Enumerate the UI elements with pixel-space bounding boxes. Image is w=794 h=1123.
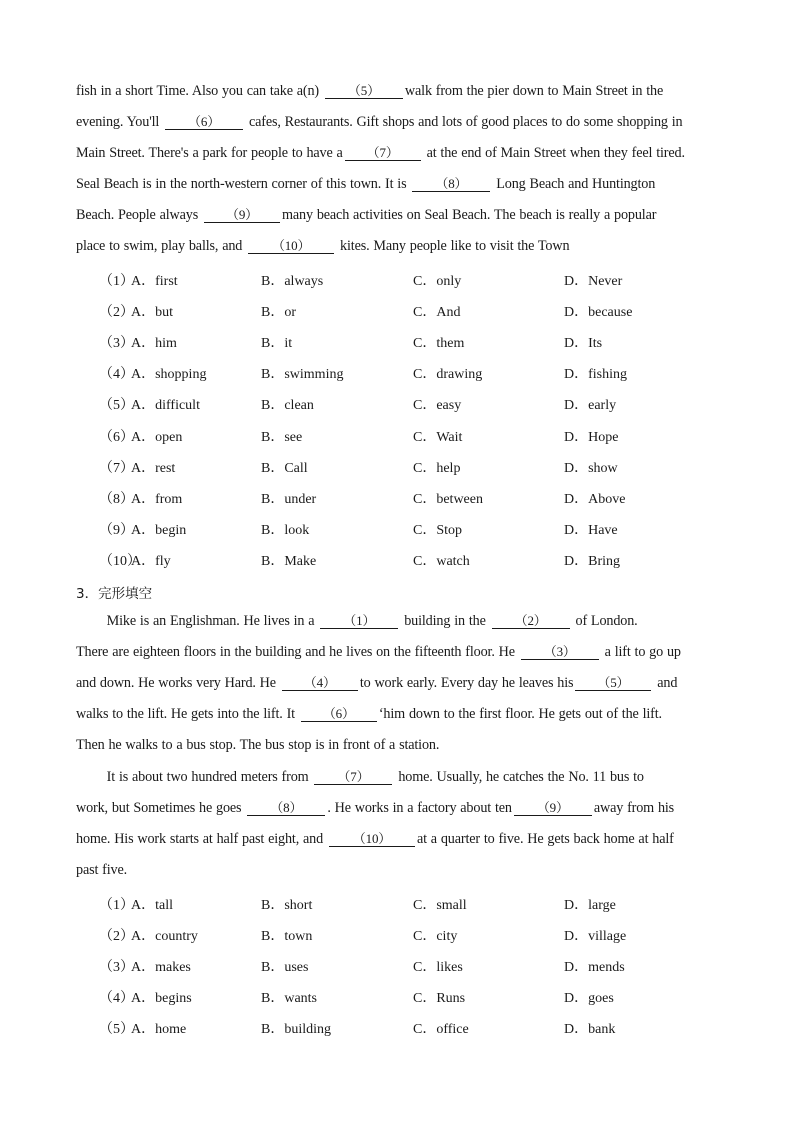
question-number: （10） — [99, 553, 141, 569]
option-b: B．it — [261, 336, 293, 352]
question-number: （1） — [99, 274, 134, 289]
text-segment: and — [653, 675, 678, 691]
text-segment: many beach activities on Seal Beach. The beach is really a popular — [282, 207, 657, 223]
blank-6: （6） — [165, 115, 243, 130]
option-d: D．early — [564, 398, 617, 414]
blank-6: （6） — [301, 707, 377, 722]
text-segment: fish in a short Time. Also you can take a(n) — [76, 83, 323, 99]
option-row — [0, 488, 794, 508]
option-row — [0, 550, 794, 570]
text-segment: a lift to go up — [600, 644, 681, 660]
option-b: B．uses — [261, 960, 309, 976]
option-row — [0, 894, 794, 914]
option-c: C．city — [413, 929, 458, 945]
option-c: C．between — [413, 491, 483, 507]
question-number: （5） — [99, 1022, 134, 1038]
blank-3: （3） — [521, 645, 599, 660]
passage2-line-8 — [76, 831, 718, 848]
blank-1: （1） — [320, 614, 398, 629]
option-row — [0, 394, 794, 414]
option-c: C．office — [413, 1022, 469, 1038]
passage2-line-4 — [76, 706, 718, 723]
question-number: （2） — [99, 305, 134, 321]
text-segment: Then he walks to a bus stop. The bus stop is in front of a station. — [76, 737, 440, 753]
option-d: D．show — [564, 460, 618, 476]
passage1-line-1 — [76, 83, 718, 100]
option-b: B．look — [261, 522, 310, 538]
option-row — [0, 270, 794, 290]
question-number: （3） — [99, 336, 134, 352]
passage1-line-4 — [76, 176, 718, 193]
text-segment: of London. — [571, 613, 638, 629]
option-b: B．Make — [261, 553, 317, 569]
text-segment: place to swim, play balls, and — [76, 238, 247, 254]
question-number: （4） — [99, 991, 134, 1007]
text-segment: to work early. Every day he leaves his — [359, 675, 574, 691]
text-segment: Mike is an Englishman. He lives in a — [76, 613, 319, 629]
option-a: A．country — [131, 929, 198, 945]
text-segment: work, but Sometimes he goes — [76, 800, 246, 816]
passage2-line-9 — [76, 862, 718, 879]
option-c: C．watch — [413, 553, 470, 569]
text-segment: . He works in a factory about ten — [327, 800, 512, 816]
option-a: A．makes — [131, 960, 191, 976]
option-b: B．always — [261, 274, 324, 289]
text-segment: at a quarter to five. He gets back home at half — [416, 831, 674, 847]
text-segment: Seal Beach is in the north-western corner of this town. It is — [76, 176, 411, 192]
option-row — [0, 363, 794, 383]
option-d: D．Have — [564, 522, 618, 538]
text-segment: home. His work starts at half past eight, and — [76, 831, 327, 847]
text-segment: away from his — [593, 800, 675, 816]
option-d: D．fishing — [564, 367, 627, 383]
option-c: C．Wait — [413, 429, 463, 445]
passage1-line-3 — [76, 145, 718, 162]
passage1-line-5 — [76, 207, 718, 224]
option-a: A．begin — [131, 522, 187, 538]
option-row — [0, 301, 794, 321]
text-segment: building in the — [400, 613, 490, 629]
text-segment: There are eighteen floors in the building and he lives on the fifteenth floor. He — [76, 644, 519, 660]
blank-8: （8） — [412, 177, 490, 192]
text-segment: kites. Many people like to visit the Town — [336, 238, 570, 254]
option-d: D．Its — [564, 336, 603, 352]
option-d: D．bank — [564, 1022, 616, 1038]
passage1-line-2 — [76, 114, 718, 131]
question-number: （5） — [99, 398, 134, 414]
text-segment: Beach. People always — [76, 207, 202, 223]
option-d: D．Hope — [564, 429, 619, 445]
option-row — [0, 332, 794, 352]
blank-5: （5） — [575, 676, 651, 691]
option-a: A．but — [131, 305, 173, 321]
question-number: （7） — [99, 460, 134, 476]
option-a: A．from — [131, 491, 183, 507]
option-d: D．mends — [564, 960, 625, 976]
question-number: （8） — [99, 491, 134, 507]
blank-2: （2） — [492, 614, 570, 629]
option-row — [0, 956, 794, 976]
option-d: D．Bring — [564, 553, 620, 569]
option-b: B．under — [261, 491, 317, 507]
question-number: （3） — [99, 960, 134, 976]
option-c: C．drawing — [413, 367, 483, 383]
passage2-line-2 — [76, 644, 718, 661]
option-row — [0, 426, 794, 446]
option-a: A．fly — [131, 553, 171, 569]
option-a: A．shopping — [131, 367, 207, 383]
option-d: D．Above — [564, 491, 626, 507]
option-a: A．begins — [131, 991, 192, 1007]
blank-4: （4） — [282, 676, 358, 691]
text-segment: Main Street. There's a park for people to have a — [76, 145, 343, 161]
passage2-line-6 — [76, 769, 718, 786]
blank-10: （10） — [248, 239, 334, 254]
blank-7: （7） — [314, 770, 392, 785]
text-segment: evening. You'll — [76, 114, 164, 130]
text-segment: at the end of Main Street when they feel tired. — [422, 145, 685, 161]
option-a: A．him — [131, 336, 177, 352]
blank-9: （9） — [204, 208, 280, 223]
passage1-line-6 — [76, 238, 718, 255]
option-c: C．help — [413, 460, 461, 476]
option-a: A．open — [131, 429, 183, 445]
option-c: C．likes — [413, 960, 463, 976]
option-row — [0, 519, 794, 539]
option-row — [0, 987, 794, 1007]
option-c: C．Stop — [413, 522, 463, 538]
blank-9: （9） — [514, 801, 592, 816]
option-row — [0, 457, 794, 477]
text-segment: ‘him down to the first floor. He gets out of the lift. — [378, 706, 662, 722]
question-number: （9） — [99, 522, 134, 538]
option-a: A．difficult — [131, 398, 200, 414]
text-segment: Long Beach and Huntington — [492, 176, 656, 192]
option-b: B．or — [261, 305, 296, 321]
option-row — [0, 1018, 794, 1038]
option-b: B．building — [261, 1022, 332, 1038]
option-c: C．Runs — [413, 991, 466, 1007]
question-number: （6） — [99, 429, 134, 445]
option-a: A．tall — [131, 898, 173, 913]
option-d: D．large — [564, 898, 616, 913]
option-a: A．home — [131, 1022, 187, 1038]
passage2-line-7 — [76, 800, 718, 817]
text-segment: walk from the pier down to Main Street in the — [404, 83, 664, 99]
text-segment: It is about two hundred meters from — [76, 769, 313, 785]
question-number: （1） — [99, 898, 134, 913]
blank-5: （5） — [325, 84, 403, 99]
option-b: B．Call — [261, 460, 308, 476]
option-b: B．swimming — [261, 367, 344, 383]
option-a: A．rest — [131, 460, 176, 476]
text-segment: walks to the lift. He gets into the lift. It — [76, 706, 299, 722]
option-c: C．small — [413, 898, 467, 913]
blank-10: （10） — [329, 832, 415, 847]
option-d: D．goes — [564, 991, 614, 1007]
question-number: （2） — [99, 929, 134, 945]
option-c: C．only — [413, 274, 462, 289]
section-heading: 3．完形填空 — [76, 586, 153, 602]
option-b: B．short — [261, 898, 313, 913]
option-b: B．town — [261, 929, 313, 945]
option-c: C．And — [413, 305, 461, 321]
blank-7: （7） — [345, 146, 421, 161]
text-segment: home. Usually, he catches the No. 11 bus to — [394, 769, 644, 785]
blank-8: （8） — [247, 801, 325, 816]
option-d: D．Never — [564, 274, 623, 289]
option-c: C．them — [413, 336, 465, 352]
option-c: C．easy — [413, 398, 462, 414]
option-d: D．village — [564, 929, 627, 945]
option-b: B．clean — [261, 398, 314, 414]
passage2-line-1 — [76, 613, 718, 630]
text-segment: past five. — [76, 862, 128, 878]
passage2-line-3 — [76, 675, 718, 692]
text-segment: and down. He works very Hard. He — [76, 675, 280, 691]
option-a: A．first — [131, 274, 178, 289]
passage2-line-5 — [76, 737, 718, 754]
option-d: D．because — [564, 305, 633, 321]
option-b: B．wants — [261, 991, 317, 1007]
option-row — [0, 925, 794, 945]
option-b: B．see — [261, 429, 303, 445]
question-number: （4） — [99, 367, 134, 383]
text-segment: cafes, Restaurants. Gift shops and lots of good places to do some shopping in — [245, 114, 683, 130]
